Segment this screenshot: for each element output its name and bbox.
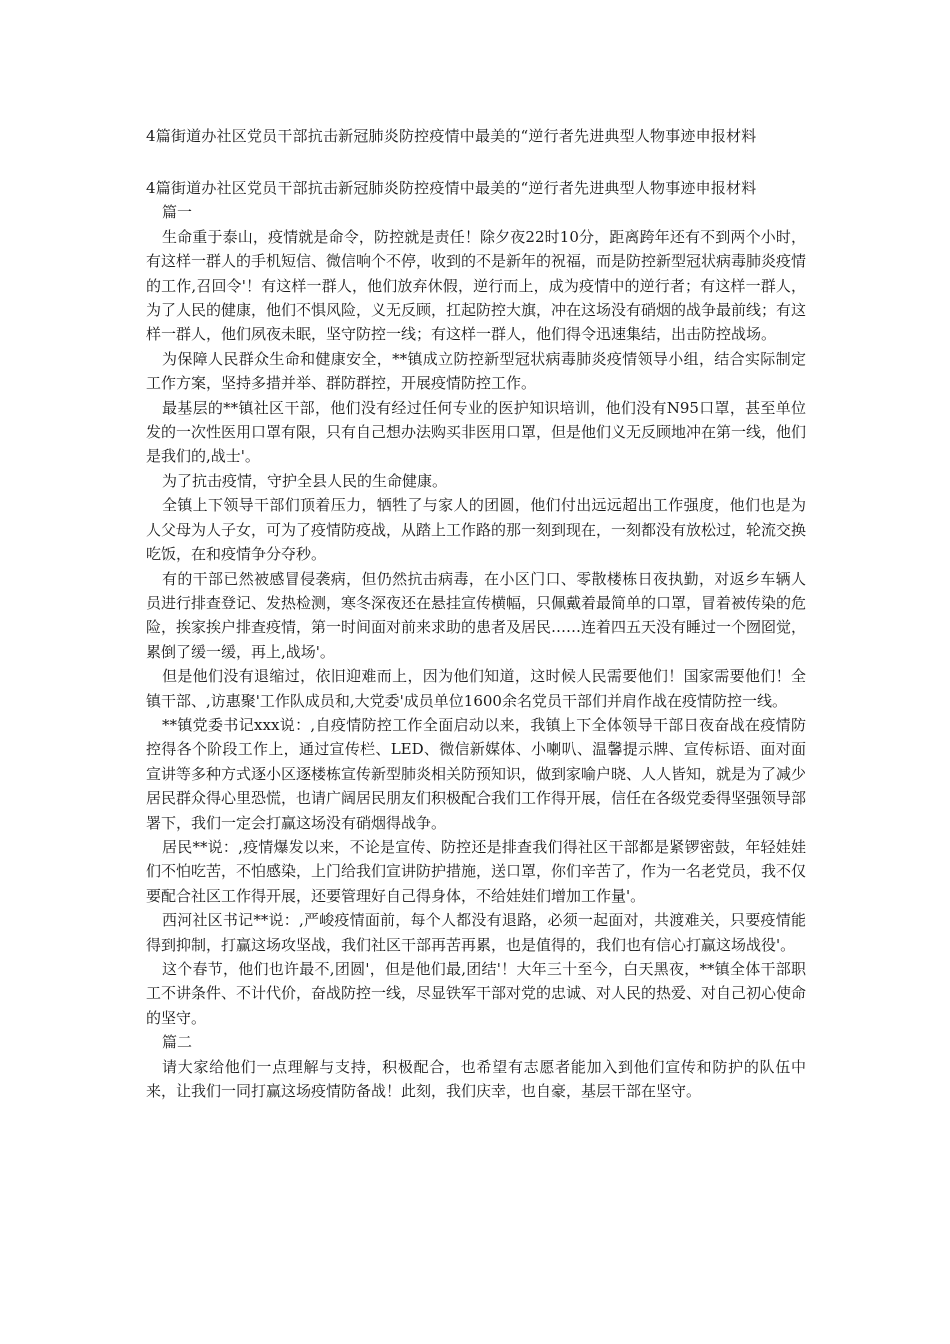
- paragraph: 但是他们没有退缩过，依旧迎难而上，因为他们知道，这时候人民需要他们！国家需要他们！全镇干部、,访惠聚'工作队成员和,大党委'成员单位1600余名党员干部们并肩作战在疫情防控一线。: [146, 667, 806, 710]
- paragraph: 最基层的**镇社区干部，他们没有经过任何专业的医护知识培训，他们没有N95口罩，甚至单位发的一次性医用口罩有限，只有自己想办法购买非医用口罩，但是他们义无反顾地冲在第一线，他们是我们的,战士'。: [146, 398, 807, 466]
- paragraph: 西河社区书记**说：,严峻疫情面前，每个人都没有退路，必须一起面对，共渡难关，只要疫情能得到抑制，打赢这场攻坚战，我们社区干部再苦再累，也是值得的，我们也有信心打赢这场战役'。: [146, 911, 806, 954]
- paragraph: 生命重于泰山，疫情就是命令，防控就是责任！除夕夜22时10分，距离跨年还有不到两个小时，有这样一群人的手机短信、微信响个不停，收到的不是新年的祝福，而是防控新型冠状病毒肺炎疫情的工作,召回令'！有这样一群人，他们放弃休假，逆行而上，成为疫情中的逆行者；有这样一群人，为了人民的健康，他们不惧风险，义无反顾，扛起防控大旗，冲在这场没有硝烟的战争最前线；有这样一群人，他们夙夜未眠，坚守防控一线；有这样一群人，他们得令迅速集结，出击防控战场。: [146, 227, 807, 344]
- document-title: 4篇街道办社区党员干部抗击新冠肺炎防控疫情中最美的“逆行者先进典型人物事迹申报材料: [146, 127, 757, 145]
- paragraph: 这个春节，他们也许最不,团圆'，但是他们最,团结'！大年三十至今，白天黑夜，**镇全体干部职工不讲条件、不计代价，奋战防控一线，尽显铁军干部对党的忠诚、对人民的热爱、对自己初心使命的坚守。: [146, 960, 807, 1027]
- paragraph: 有的干部已然被感冒侵袭病，但仍然抗击病毒，在小区门口、零散楼栋日夜执勤，对返乡车辆人员进行排查登记、发热检测，寒冬深夜还在悬挂宣传横幅，只佩戴着最简单的口罩，冒着被传染的危险，挨家挨户排查疫情，第一时间面对前来求助的患者及居民……连着四五天没有睡过一个囫囵觉，累倒了缓一缓，再上,战场'。: [146, 569, 807, 661]
- document-subtitle: 4篇街道办社区党员干部抗击新冠肺炎防控疫情中最美的“逆行者先进典型人物事迹申报材料: [146, 179, 757, 197]
- section-label-2: 篇二: [162, 1033, 193, 1052]
- paragraph: **镇党委书记xxx说：,自疫情防控工作全面启动以来，我镇上下全体领导干部日夜奋战在疫情防控得各个阶段工作上，通过宣传栏、LED、微信新媒体、小喇叭、温馨提示牌、宣传标语、面对面宣讲等多种方式逐小区逐楼栋宣传新型肺炎相关防预知识，做到家喻户晓、人人皆知，就是为了减少居民群众得心里恐慌，也请广阔居民朋友们积极配合我们工作得开展，信任在各级党委得坚强领导部署下，我们一定会打赢这场没有硝烟得战争。: [146, 715, 807, 832]
- paragraph: 为保障人民群众生命和健康安全，**镇成立防控新型冠状病毒肺炎疫情领导小组，结合实际制定工作方案，坚持多措并举、群防群控，开展疫情防控工作。: [146, 349, 806, 393]
- paragraph: 居民**说：,疫情爆发以来，不论是宣传、防控还是排查我们得社区干部都是紧锣密鼓，年轻娃娃们不怕吃苦，不怕感染，上门给我们宣讲防护措施，送口罩，你们辛苦了，作为一名老党员，我不仅要配合社区工作得开展，还要管理好自己得身体，不给娃娃们增加工作量'。: [146, 837, 807, 905]
- paragraph: 全镇上下领导干部们顶着压力，牺牲了与家人的团圆，他们付出远远超出工作强度，他们也是为人父母为人子女，可为了疫情防疫战，从踏上工作路的那一刻到现在，一刻都没有放松过，轮流交换吃饭，在和疫情争分夺秒。: [146, 496, 807, 564]
- paragraph: 请大家给他们一点理解与支持，积极配合，也希望有志愿者能加入到他们宣传和防护的队伍中来，让我们一同打赢这场疫情防备战！此刻，我们庆幸，也自豪，基层干部在坚守。: [146, 1057, 806, 1101]
- paragraph: 为了抗击疫情，守护全县人民的生命健康。: [162, 471, 448, 490]
- section-label-1: 篇一: [162, 203, 193, 222]
- document-body: [146, 176, 806, 1103]
